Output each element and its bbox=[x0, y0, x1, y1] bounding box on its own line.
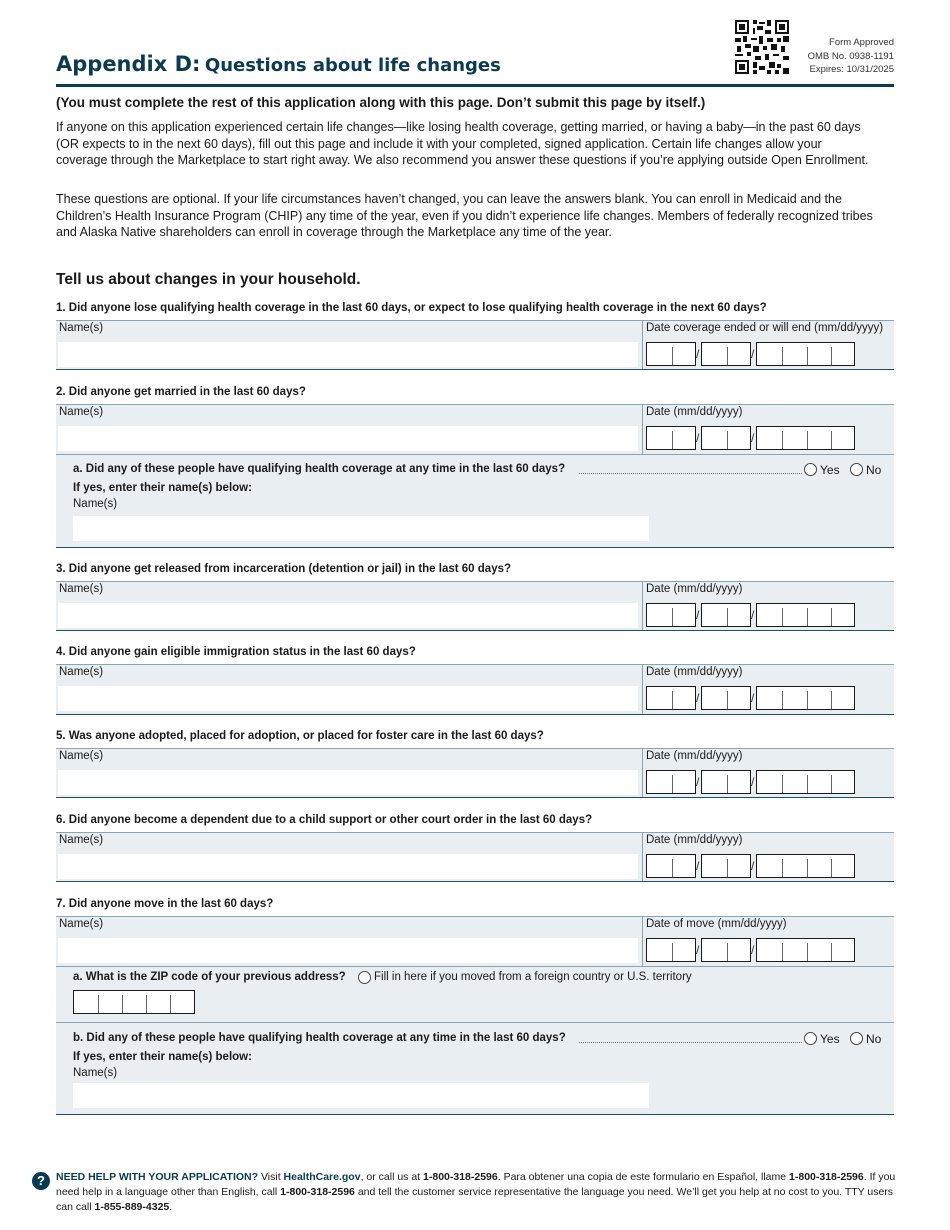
name-input[interactable] bbox=[58, 770, 638, 795]
name-input[interactable] bbox=[58, 854, 638, 879]
question-6: 6. Did anyone become a dependent due to a child support or other court order in the last 60 days? bbox=[56, 814, 593, 826]
date-separator: / bbox=[751, 431, 755, 445]
date-separator: / bbox=[696, 775, 700, 789]
divider bbox=[642, 321, 643, 369]
footer-text: Visit bbox=[258, 1171, 284, 1183]
question-4-fields bbox=[56, 664, 894, 715]
date-segment[interactable] bbox=[756, 854, 855, 878]
omb-info bbox=[808, 36, 894, 77]
no-radio[interactable] bbox=[850, 463, 863, 476]
date-separator: / bbox=[696, 347, 700, 361]
yes-label: Yes bbox=[820, 1032, 840, 1046]
date-label: Date (mm/dd/yyyy) bbox=[646, 406, 743, 418]
date-label: Date coverage ended or will end (mm/dd/yyyy) bbox=[646, 322, 884, 334]
divider bbox=[56, 966, 894, 967]
date-segment[interactable] bbox=[646, 770, 696, 794]
date-segment[interactable] bbox=[701, 770, 751, 794]
question-5: 5. Was anyone adopted, placed for adoption, or placed for foster care in the last 60 days? bbox=[56, 730, 544, 742]
name-label: Name(s) bbox=[59, 583, 104, 595]
divider bbox=[642, 833, 643, 881]
date-segment[interactable] bbox=[701, 342, 751, 366]
date-segment[interactable] bbox=[756, 938, 855, 962]
tty-number: 1-855-889-4325 bbox=[94, 1201, 170, 1213]
if-yes-note: If yes, enter their name(s) below: bbox=[73, 482, 252, 494]
date-separator: / bbox=[696, 859, 700, 873]
divider bbox=[642, 665, 643, 714]
name-input[interactable] bbox=[58, 426, 638, 451]
appendix-label: Appendix D: bbox=[56, 52, 201, 76]
question-7: 7. Did anyone move in the last 60 days? bbox=[56, 898, 274, 910]
leader-dots bbox=[579, 473, 802, 474]
title-text: Questions about life changes bbox=[204, 55, 501, 76]
date-label: Date (mm/dd/yyyy) bbox=[646, 666, 743, 678]
date-separator: / bbox=[751, 608, 755, 622]
question-4: 4. Did anyone gain eligible immigration status in the last 60 days? bbox=[56, 646, 416, 658]
divider bbox=[56, 454, 894, 455]
leader-dots bbox=[579, 1042, 802, 1043]
page-header bbox=[56, 20, 894, 86]
intro-paragraph: These questions are optional. If your life circumstances haven’t changed, you can leave the answers blank. You can enroll in Medicaid and the Children’s Health Insurance Program (CHIP) any time of the year, even if you didn’t experience life changes. Members of federally recognized tribes and Alaska Native shareholders can enroll in coverage through the Marketplace any time of the year. bbox=[56, 192, 873, 239]
name-label: Name(s) bbox=[73, 1067, 118, 1079]
question-7a: a. What is the ZIP code of your previous address? bbox=[73, 971, 346, 983]
name-label: Name(s) bbox=[59, 666, 104, 678]
date-segment[interactable] bbox=[756, 770, 855, 794]
date-segment[interactable] bbox=[756, 426, 855, 450]
footer-text: . Para obtener una copia de este formulario en Español, llame bbox=[497, 1171, 790, 1183]
date-label: Date (mm/dd/yyyy) bbox=[646, 750, 743, 762]
date-separator: / bbox=[696, 431, 700, 445]
date-label: Date (mm/dd/yyyy) bbox=[646, 583, 743, 595]
omb-line: OMB No. 0938-1191 bbox=[807, 50, 894, 62]
footer-text: . If you need help in a language other than English, call bbox=[56, 1171, 896, 1198]
phone-number: 1-800-318-2596 bbox=[280, 1186, 355, 1198]
name-label: Name(s) bbox=[59, 918, 104, 930]
name-input[interactable] bbox=[73, 516, 649, 541]
date-label: Date of move (mm/dd/yyyy) bbox=[646, 918, 787, 930]
foreign-label: Fill in here if you moved from a foreign country or U.S. territory bbox=[374, 971, 692, 983]
divider bbox=[642, 917, 643, 966]
if-yes-note: If yes, enter their name(s) below: bbox=[73, 1051, 252, 1063]
name-label: Name(s) bbox=[59, 834, 104, 846]
date-segment[interactable] bbox=[756, 342, 855, 366]
footer-help-text bbox=[56, 1170, 896, 1215]
date-segment[interactable] bbox=[646, 426, 696, 450]
date-segment[interactable] bbox=[701, 686, 751, 710]
date-segment[interactable] bbox=[646, 854, 696, 878]
date-separator: / bbox=[751, 691, 755, 705]
question-1: 1. Did anyone lose qualifying health coverage in the last 60 days, or expect to lose qualifying health coverage in the next 60 days? bbox=[56, 302, 767, 314]
yes-radio[interactable] bbox=[804, 1032, 817, 1045]
name-input[interactable] bbox=[58, 686, 638, 711]
question-3: 3. Did anyone get released from incarceration (detention or jail) in the last 60 days? bbox=[56, 563, 512, 575]
question-2a: a. Did any of these people have qualifying health coverage at any time in the last 60 days? bbox=[73, 463, 566, 475]
page-title bbox=[56, 52, 501, 76]
date-separator: / bbox=[751, 859, 755, 873]
date-separator: / bbox=[751, 943, 755, 957]
date-separator: / bbox=[696, 943, 700, 957]
question-2: 2. Did anyone get married in the last 60 days? bbox=[56, 386, 306, 398]
question-6-fields bbox=[56, 832, 894, 882]
qr-code-icon bbox=[735, 20, 789, 74]
yes-label: Yes bbox=[820, 463, 840, 477]
date-segment[interactable] bbox=[646, 342, 696, 366]
date-segment[interactable] bbox=[701, 854, 751, 878]
footer-text: and tell the customer service representative the language you need. We’ll get you help at no cost to you. TTY users can call bbox=[56, 1186, 894, 1213]
date-segment[interactable] bbox=[646, 603, 696, 627]
date-segment[interactable] bbox=[756, 686, 855, 710]
yes-radio[interactable] bbox=[804, 463, 817, 476]
question-5-fields bbox=[56, 748, 894, 798]
date-segment[interactable] bbox=[701, 938, 751, 962]
no-radio[interactable] bbox=[850, 1032, 863, 1045]
name-label: Name(s) bbox=[59, 750, 104, 762]
omb-line: Expires: 10/31/2025 bbox=[809, 64, 894, 75]
question-7-fields bbox=[56, 916, 894, 1115]
name-input[interactable] bbox=[58, 603, 638, 628]
need-help-label: NEED HELP WITH YOUR APPLICATION? bbox=[56, 1171, 259, 1183]
header-divider bbox=[56, 84, 894, 87]
date-label: Date (mm/dd/yyyy) bbox=[646, 834, 743, 846]
help-icon: ? bbox=[32, 1172, 50, 1190]
question-7b: b. Did any of these people have qualifying health coverage at any time in the last 60 days? bbox=[73, 1032, 566, 1044]
phone-number: 1-800-318-2596 bbox=[789, 1171, 864, 1183]
date-separator: / bbox=[751, 347, 755, 361]
date-separator: / bbox=[696, 608, 700, 622]
omb-line: Form Approved bbox=[829, 37, 894, 48]
intro-paragraph: If anyone on this application experienced certain life changes—like losing health coverage, getting married, or having a baby—in the past 60 days (OR expects to in the next 60 days), fill out this page and include it with your completed, signed application. Certain life changes allow your coverage through the Marketplace to start right away. We also recommend you answer these questions if you’re applying outside Open Enrollment. bbox=[56, 120, 869, 167]
name-label: Name(s) bbox=[73, 498, 118, 510]
date-segment[interactable] bbox=[646, 686, 696, 710]
question-3-fields bbox=[56, 581, 894, 631]
phone-number: 1-800-318-2596 bbox=[423, 1171, 498, 1183]
question-1-fields bbox=[56, 320, 894, 370]
healthcare-link[interactable]: HealthCare.gov bbox=[283, 1171, 361, 1183]
date-segment[interactable] bbox=[701, 426, 751, 450]
footer-text: . bbox=[169, 1201, 173, 1213]
no-label: No bbox=[866, 1032, 882, 1046]
name-label: Name(s) bbox=[59, 322, 104, 334]
divider bbox=[642, 582, 643, 630]
name-input[interactable] bbox=[58, 342, 638, 367]
divider bbox=[642, 405, 643, 454]
name-input[interactable] bbox=[58, 938, 638, 963]
date-separator: / bbox=[751, 775, 755, 789]
date-segment[interactable] bbox=[701, 603, 751, 627]
date-separator: / bbox=[696, 691, 700, 705]
zip-input[interactable] bbox=[73, 990, 195, 1014]
date-segment[interactable] bbox=[756, 603, 855, 627]
name-label: Name(s) bbox=[59, 406, 104, 418]
date-segment[interactable] bbox=[646, 938, 696, 962]
name-input[interactable] bbox=[73, 1083, 649, 1108]
no-label: No bbox=[866, 463, 882, 477]
foreign-radio[interactable] bbox=[358, 971, 371, 984]
footer-text: , or call us at bbox=[360, 1171, 424, 1183]
question-2-fields bbox=[56, 404, 894, 548]
divider bbox=[56, 1022, 894, 1023]
section-title: Tell us about changes in your household. bbox=[56, 271, 361, 288]
divider bbox=[642, 749, 643, 797]
intro-note: (You must complete the rest of this application along with this page. Don’t submit this page by itself.) bbox=[56, 95, 706, 110]
